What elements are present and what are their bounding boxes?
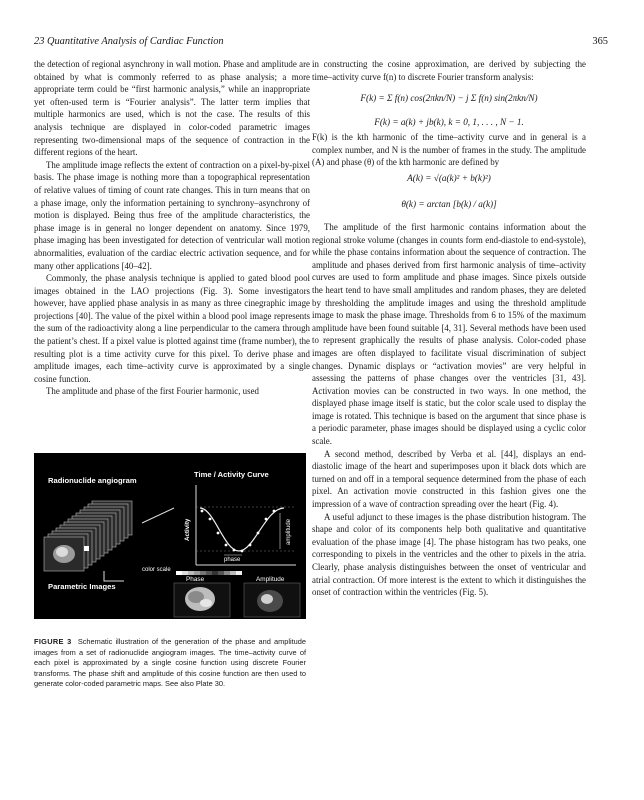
page-number: 365: [592, 36, 608, 47]
label-amplitude-axis: amplitude: [286, 518, 292, 545]
paragraph: The amplitude and phase of the first Fourier harmonic, used: [46, 386, 259, 397]
angiogram-frame-stack: [44, 501, 132, 571]
label-activity-axis: Activity: [184, 518, 191, 541]
equation-phase: θ(k) = arctan [b(k) / a(k)]: [401, 198, 497, 209]
figure-caption-text: Schematic illustration of the generation of the phase and amplitude images from a set of radionuclide angiogram images. The time–activity curve of each pixel is approximated by a single cosine function using discrete Fourier transforms. The phase shift and amplitude of this cosine function are then used to generate color-coded parametric maps. See also Plate 30.: [34, 637, 307, 689]
paragraph: Commonly, the phase analysis technique is applied to gated blood pool images obtained in the LAO projections (Fig. 3). Some investigators however, have applied phase analysis in as many as three cinegraphic image projections [40]. The value of the pixel within a blood pool image represents the sum of the radioactivity along a line perpendicular to the camera through the patient’s chest. If a pixel value is plotted against time (frame number), the resulting plot is a time activity curve for this pixel. To derive phase and amplitude images, each time–activity curve is approximated by a single cosine function.: [34, 273, 310, 384]
running-header: [34, 36, 608, 52]
chapter-title: 23 Quantitative Analysis of Cardiac Function: [34, 36, 224, 47]
label-phase-axis: phase: [224, 557, 241, 563]
label-phase-image: Phase: [186, 576, 205, 583]
paragraph: The amplitude of the first harmonic contains information about the regional stroke volume (changes in counts form end-diastole to end-systole), while the phase contains information about the sequence of contraction. The amplitude and phases derived from first harmonic analysis of time–activity curves are used to form amplitude and phase images. Since pixels outside the heart tend to have small amplitudes and random phases, they are deleted by thresholding the amplitude images and using the threshold amplitude image to mask the phase image. Thresholds from 6 to 15% of the maximum amplitude have been found suitable [4, 31]. Several methods have been used to represent graphically the results of phase analysis. Color-coded phase images are often displayed to facilitate visual discrimination of subject changes. Dynamic displays or “activation movies” are very helpful in assessing the patterns of phase changes over the ventricles [31, 43]. Activation movies can be constructed in two ways. In one method, the displayed phase image itself is static, but the color scale used to display the image is rotated. This technique is based on the argument that since phase is a periodic parameter, phase images should be displayed using a cyclic color scale.: [312, 221, 586, 447]
arrow-to-curve: [142, 508, 174, 523]
arrow-to-parametric: [104, 571, 124, 581]
equation-dft: F(k) = Σ f(n) cos(2πkn/N) − j Σ f(n) sin(2πkn/N): [360, 92, 538, 103]
label-color-scale: color scale: [142, 567, 171, 573]
equation-amplitude: A(k) = √(a(k)² + b(k)²): [407, 172, 491, 183]
paragraph: The amplitude image reflects the extent of contraction on a pixel-by-pixel basis. The phase image is nothing more than a topographical representation of relative values of timing of count rate changes. This in turn means that on a phase image, only the information pertaining to synchrony–asynchrony of motion is displayed. Being thus free of the amplitude characteristics, the phase image is in general no longer dependent on anatomy. Since 1979, phase imaging has been investigated for detection of ventricular wall motion abnormalities, evaluation of the cardiac electric activation sequence, and for many other applications [40–42].: [34, 159, 310, 271]
label-amplitude-image: Amplitude: [256, 576, 285, 583]
equation-complex: F(k) = a(k) + jb(k), k = 0, 1, . . . , N − 1.: [374, 116, 524, 127]
right-column: [312, 58, 586, 599]
figure-label: FIGURE 3: [34, 637, 72, 646]
figure-3-illustration: [34, 453, 306, 619]
label-radionuclide: Radionuclide angiogram: [48, 476, 137, 485]
color-scale-bar: [176, 571, 242, 575]
time-activity-plot: [196, 485, 296, 565]
left-column: [34, 58, 310, 398]
figure-caption: [34, 637, 306, 690]
figure-3-image: [34, 453, 306, 619]
paragraph: A useful adjunct to these images is the phase distribution histogram. The shape and color of its components help both qualitative and quantitative evaluation of the phase image [4]. The phase histogram has two peaks, one corresponding to pixels in the ventricles and the other to pixels in the atria. Clearly, phase analysis distinguishes between the onset of ventricular and atrial contraction. Of more interest is the extent to which it distinguishes the onset of contraction within the ventricles (Fig. 5).: [312, 511, 586, 598]
paragraph: the detection of regional asynchrony in wall motion. Phase and amplitude are obtained by what is commonly referred to as phase analysis; a more appropriate term could be “first harmonic analysis,” while an inappropriate yet often-used term is “Fourier analysis”. The latter term implies that multiple harmonics are used, which is not the case. The results of this analysis technique are displayed in color-coded parametric images representing two-dimensional maps of the sequence of contraction in the different regions of the heart.: [34, 59, 310, 158]
paragraph: in constructing the cosine approximation, are derived by subjecting the time–activity curve f(n) to discrete Fourier transform analysis:: [312, 59, 586, 82]
paragraph: F(k) is the kth harmonic of the time–activity curve and in general is a complex number, and N is the number of frames in the study. The amplitude (A) and phase (θ) of the kth harmonic are defined by: [312, 132, 586, 168]
label-time-activity: Time / Activity Curve: [194, 470, 269, 479]
label-parametric-images: Parametric Images: [48, 582, 116, 591]
paragraph: A second method, described by Verba et al. [44], displays an end-diastolic image of the heart and superimposes upon it black dots which are turned on and off in a temporal sequence determined from the phase of each pixel. An activation movie constructed in this fashion gives one the impression of a wave of contraction spreading over the heart (Fig. 4).: [312, 448, 586, 510]
